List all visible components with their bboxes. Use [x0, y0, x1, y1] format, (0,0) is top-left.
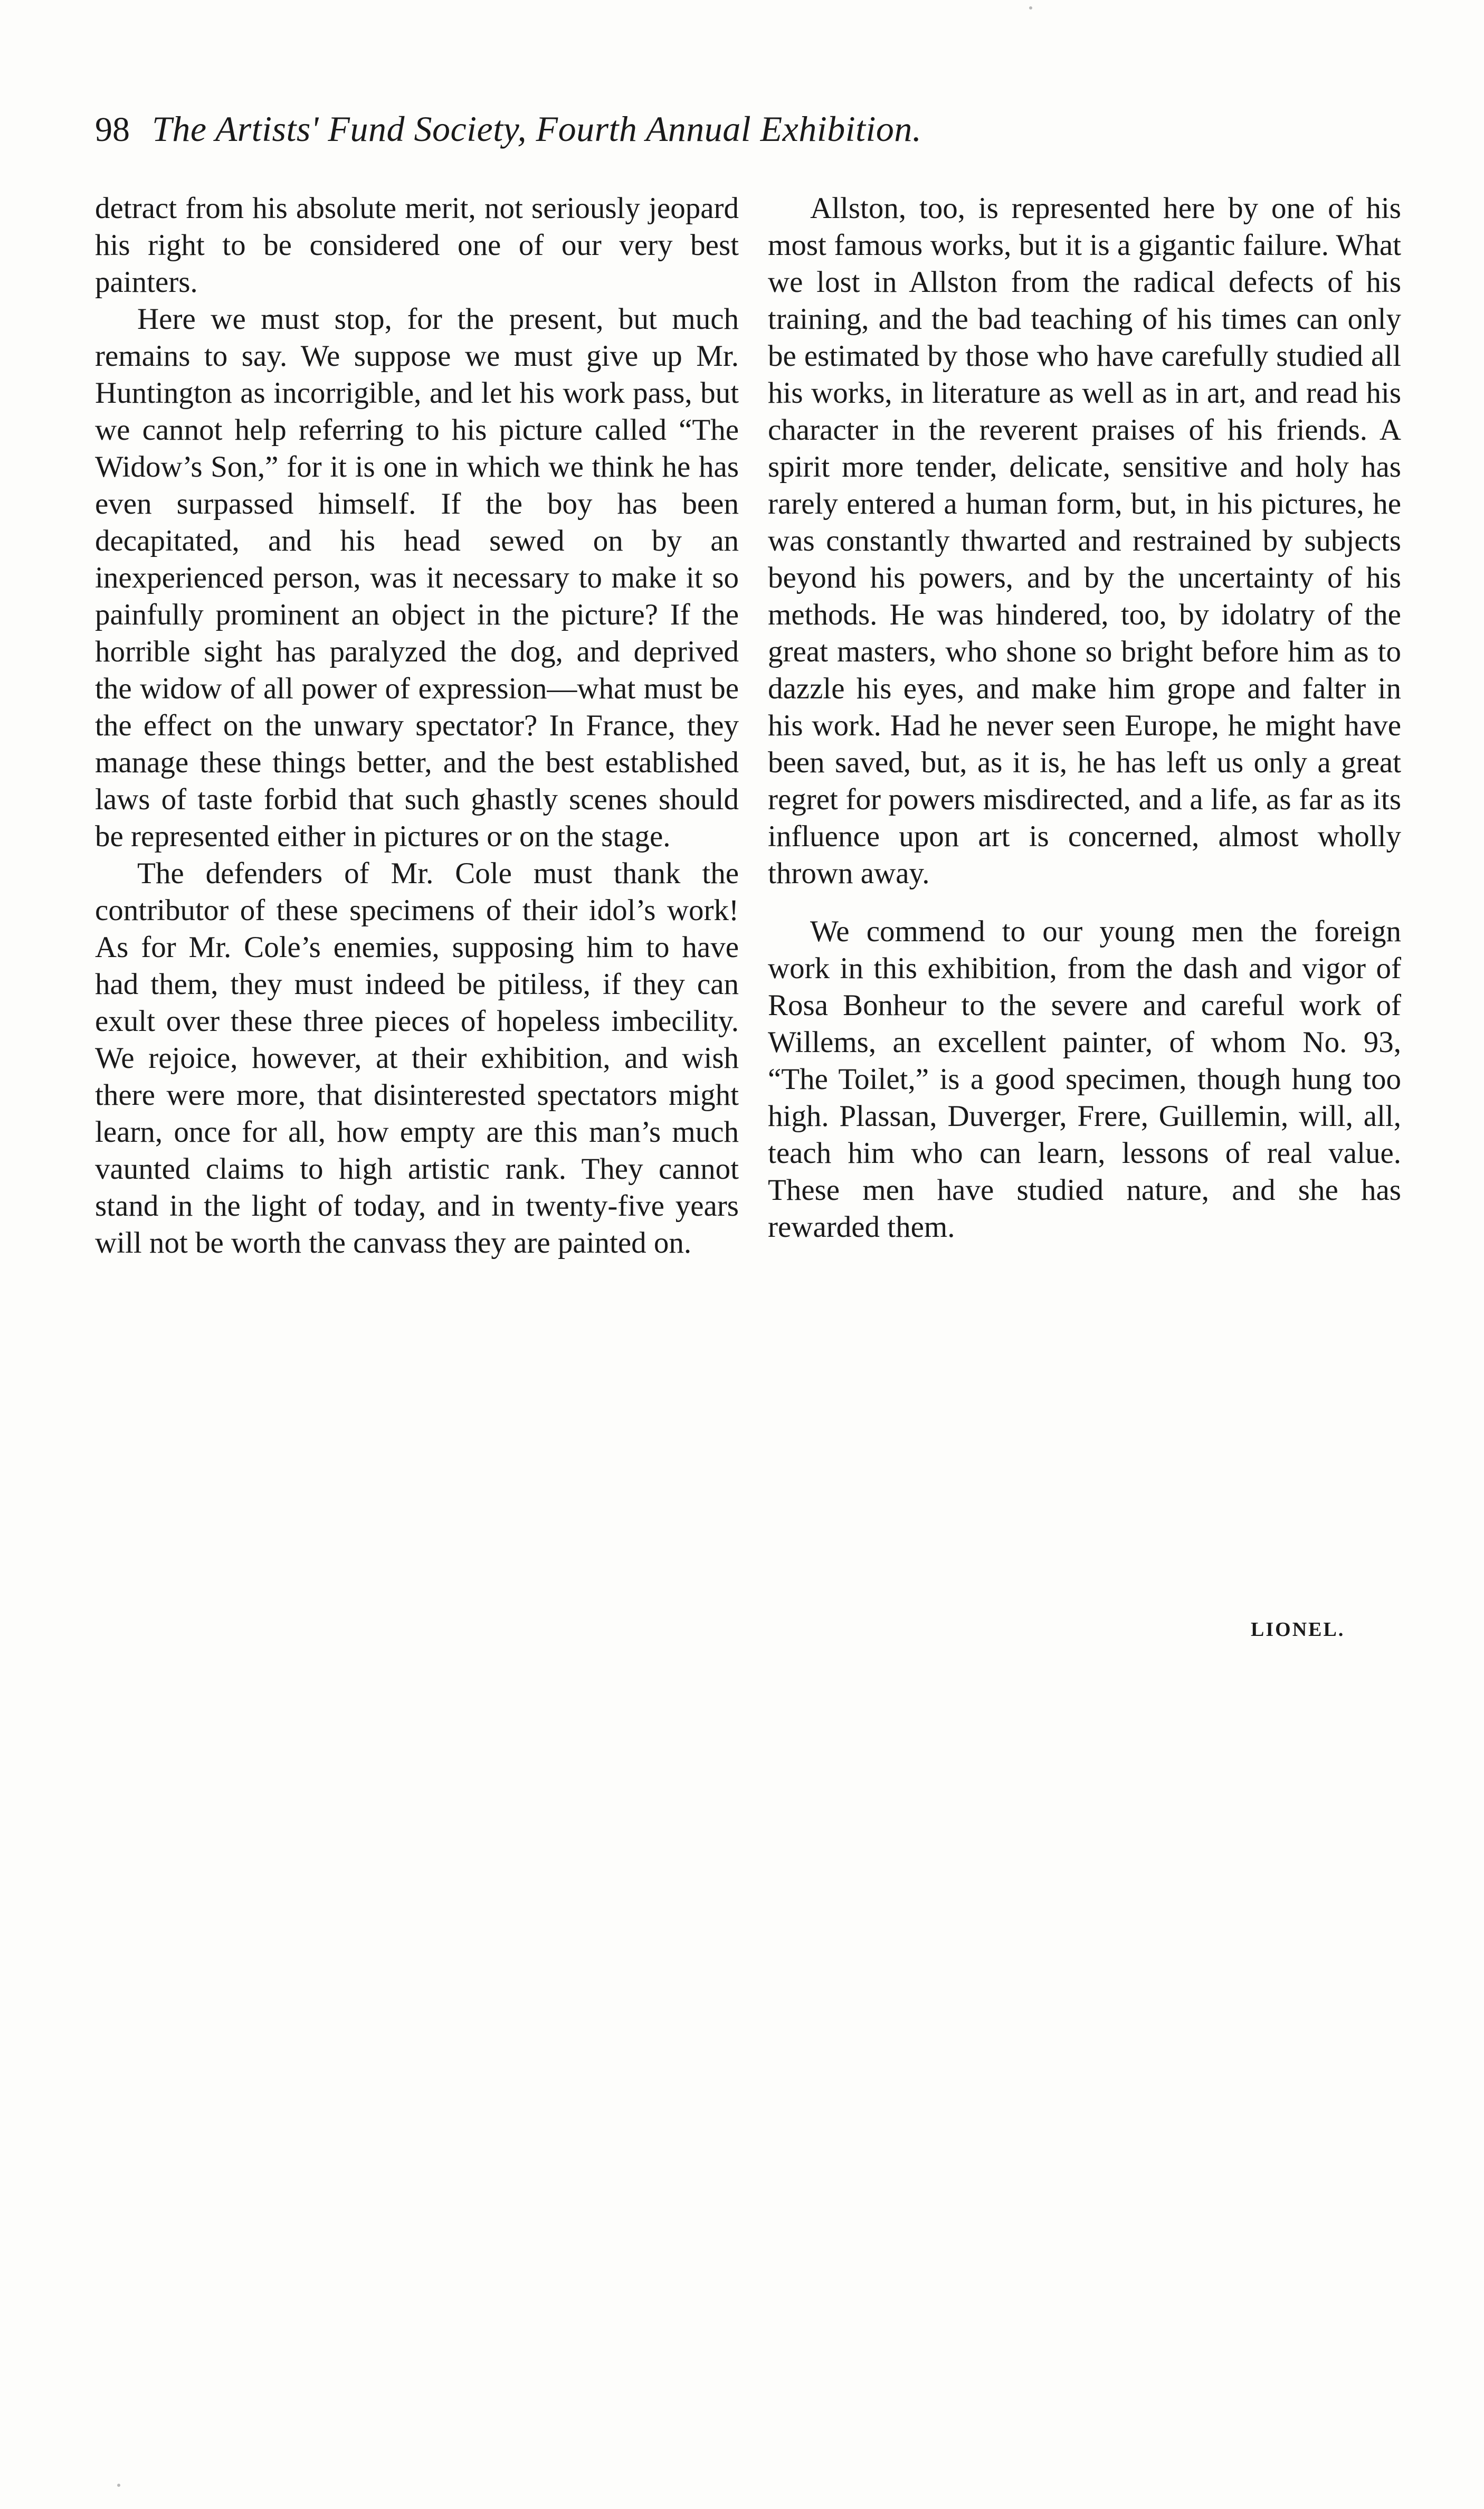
left-column [95, 190, 739, 1262]
right-column [768, 190, 1401, 1246]
author-signature: LIONEL. [1251, 1618, 1345, 1641]
paragraph-continued: detract from his absolute merit, not seriously jeopard his right to be considered one of our very best painters. [95, 192, 739, 299]
running-title: The Artists' Fund Society, Fourth Annual Exhibition. [152, 109, 922, 149]
paragraph-allston: Allston, too, is represented here by one of his most famous works, but it is a gigantic failure. What we lost in Allston from the radical defects of his training, and the bad teaching of his times can only be estimated by those who have carefully studied all his works, in literature as well as in art, and read his character in the reverent praises of his friends. A spirit more tender, delicate, sensitive and holy has rarely entered a human form, but, in his pictures, he was constantly thwarted and restrained by subjects beyond his powers, and by the uncertainty of his methods. He was hindered, too, by idolatry of the great masters, who shone so bright before him as to dazzle his eyes, and make him grope and falter in his work. Had he never seen Europe, he might have been saved, but, as it is, he has left us only a great regret for powers misdirected, and a life, as far as its influence upon art is concerned, almost wholly thrown away. [768, 192, 1401, 890]
paper-speck [117, 2484, 120, 2487]
page-number: 98 [95, 110, 130, 149]
running-head [95, 108, 1393, 156]
paragraph-cole: The defenders of Mr. Cole must thank the contributor of these specimens of their idol’s work! As for Mr. Cole’s enemies, supposing him to have had them, they must indeed be pitiless, if they can exult over these three pieces of hopeless imbecility. We rejoice, however, at their exhibition, and wish there were more, that disinterested spectators might learn, once for all, how empty are this man’s much vaunted claims to high artistic rank. They cannot stand in the light of today, and in twenty-five years will not be worth the canvass they are painted on. [95, 857, 739, 1260]
paper-speck [1029, 6, 1032, 10]
paragraph-huntington: Here we must stop, for the present, but much remains to say. We suppose we must give up Mr. Huntington as incorrigible, and let his work pass, but we cannot help referring to his picture called “The Widow’s Son,” for it is one in which we think he has even surpassed himself. If the boy has been decapitated, and his head sewed on by an inexperienced person, was it necessary to make it so painfully prominent an object in the picture? If the horrible sight has paralyzed the dog, and deprived the widow of all power of expression—what must be the effect on the unwary spectator? In France, they manage these things better, and the best established laws of taste forbid that such ghastly scenes should be represented either in pictures or on the stage. [95, 302, 739, 853]
paragraph-foreign-work: We commend to our young men the foreign work in this exhibition, from the dash and vigor of Rosa Bonheur to the severe and careful work of Willems, an excellent painter, of whom No. 93, “The Toilet,” is a good specimen, though hung too high. Plassan, Duverger, Frere, Guillemin, will, all, teach him who can learn, lessons of real value. These men have studied nature, and she has rewarded them. [768, 915, 1401, 1244]
